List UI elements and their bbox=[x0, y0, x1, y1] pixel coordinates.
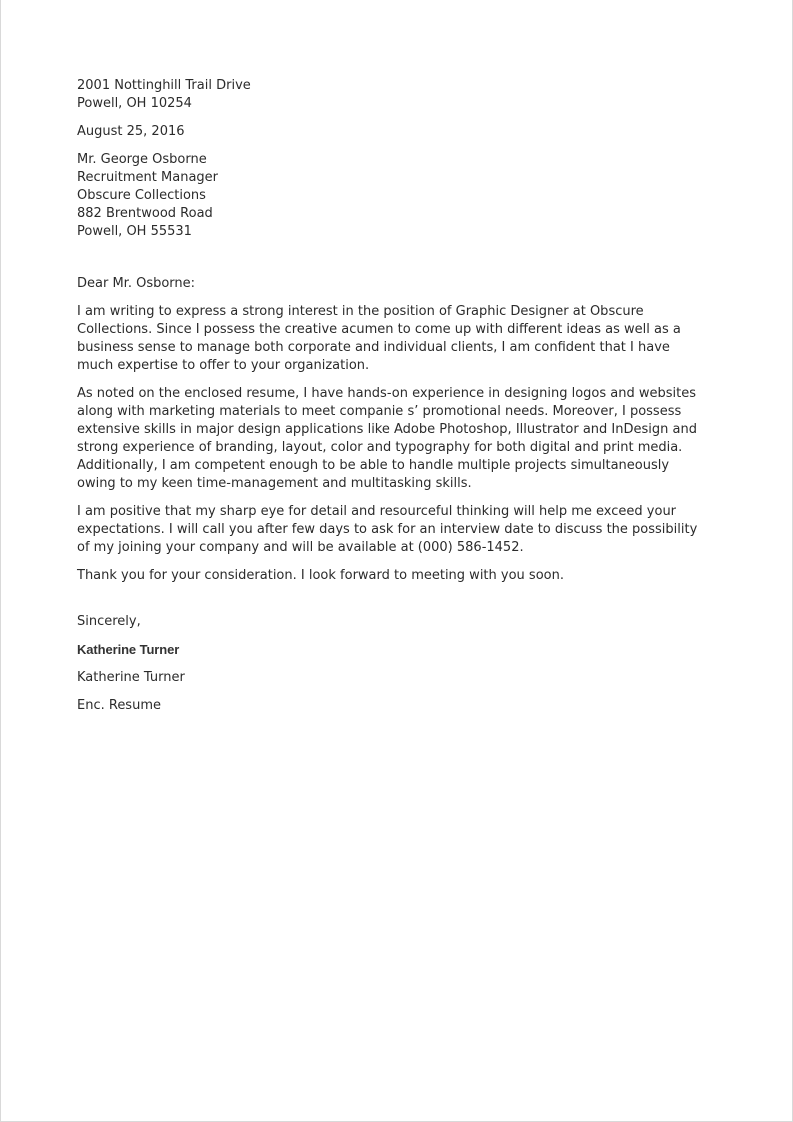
recipient-block bbox=[77, 151, 727, 241]
recipient-street: 882 Brentwood Road bbox=[77, 206, 213, 221]
recipient-title: Recruitment Manager bbox=[77, 170, 219, 185]
paragraph-4 bbox=[77, 567, 727, 585]
paragraph-line: owing to my keen time-management and multitasking skills. bbox=[77, 476, 472, 491]
paragraph-line: As noted on the enclosed resume, I have hands-on experience in designing logos and websites bbox=[77, 386, 697, 401]
paragraph-line: of my joining your company and will be available at (000) 586-1452. bbox=[77, 540, 524, 555]
recipient-city: Powell, OH 55531 bbox=[77, 224, 192, 239]
salutation: Dear Mr. Osborne: bbox=[77, 276, 196, 291]
letter-body bbox=[77, 77, 727, 715]
paragraph-line: I am positive that my sharp eye for detail and resourceful thinking will help me exceed your bbox=[77, 504, 677, 519]
paragraph-line: extensive skills in major design applications like Adobe Photoshop, Illustrator and InDesign and bbox=[77, 422, 697, 437]
printed-name: Katherine Turner bbox=[77, 670, 185, 685]
paragraph-line: Collections. Since I possess the creative acumen to come up with different ideas as well as a bbox=[77, 322, 681, 337]
paragraph-line: Additionally, I am competent enough to be able to handle multiple projects simultaneously bbox=[77, 458, 670, 473]
paragraph-line: expectations. I will call you after few days to ask for an interview date to discuss the possibility bbox=[77, 522, 698, 537]
recipient-company: Obscure Collections bbox=[77, 188, 206, 203]
paragraph-1 bbox=[77, 303, 727, 375]
signature: Katherine Turner bbox=[77, 642, 180, 657]
sender-address-line1: 2001 Nottinghill Trail Drive bbox=[77, 78, 251, 93]
paragraph-line: much expertise to offer to your organization. bbox=[77, 358, 370, 373]
paragraph-line: Thank you for your consideration. I look forward to meeting with you soon. bbox=[77, 568, 564, 583]
paragraph-line: along with marketing materials to meet companie s’ promotional needs. Moreover, I possess bbox=[77, 404, 682, 419]
enclosure-note: Enc. Resume bbox=[77, 698, 161, 713]
paragraph-line: business sense to manage both corporate and individual clients, I am confident that I have bbox=[77, 340, 670, 355]
paragraph-2 bbox=[77, 385, 727, 493]
paragraph-3 bbox=[77, 503, 727, 557]
recipient-name: Mr. George Osborne bbox=[77, 152, 207, 167]
sender-address-line2: Powell, OH 10254 bbox=[77, 96, 192, 111]
paragraph-line: strong experience of branding, layout, color and typography for both digital and print media. bbox=[77, 440, 683, 455]
closing: Sincerely, bbox=[77, 614, 141, 629]
paragraph-line: I am writing to express a strong interest in the position of Graphic Designer at Obscure bbox=[77, 304, 644, 319]
sender-address bbox=[77, 77, 727, 113]
letter-date: August 25, 2016 bbox=[77, 124, 185, 139]
